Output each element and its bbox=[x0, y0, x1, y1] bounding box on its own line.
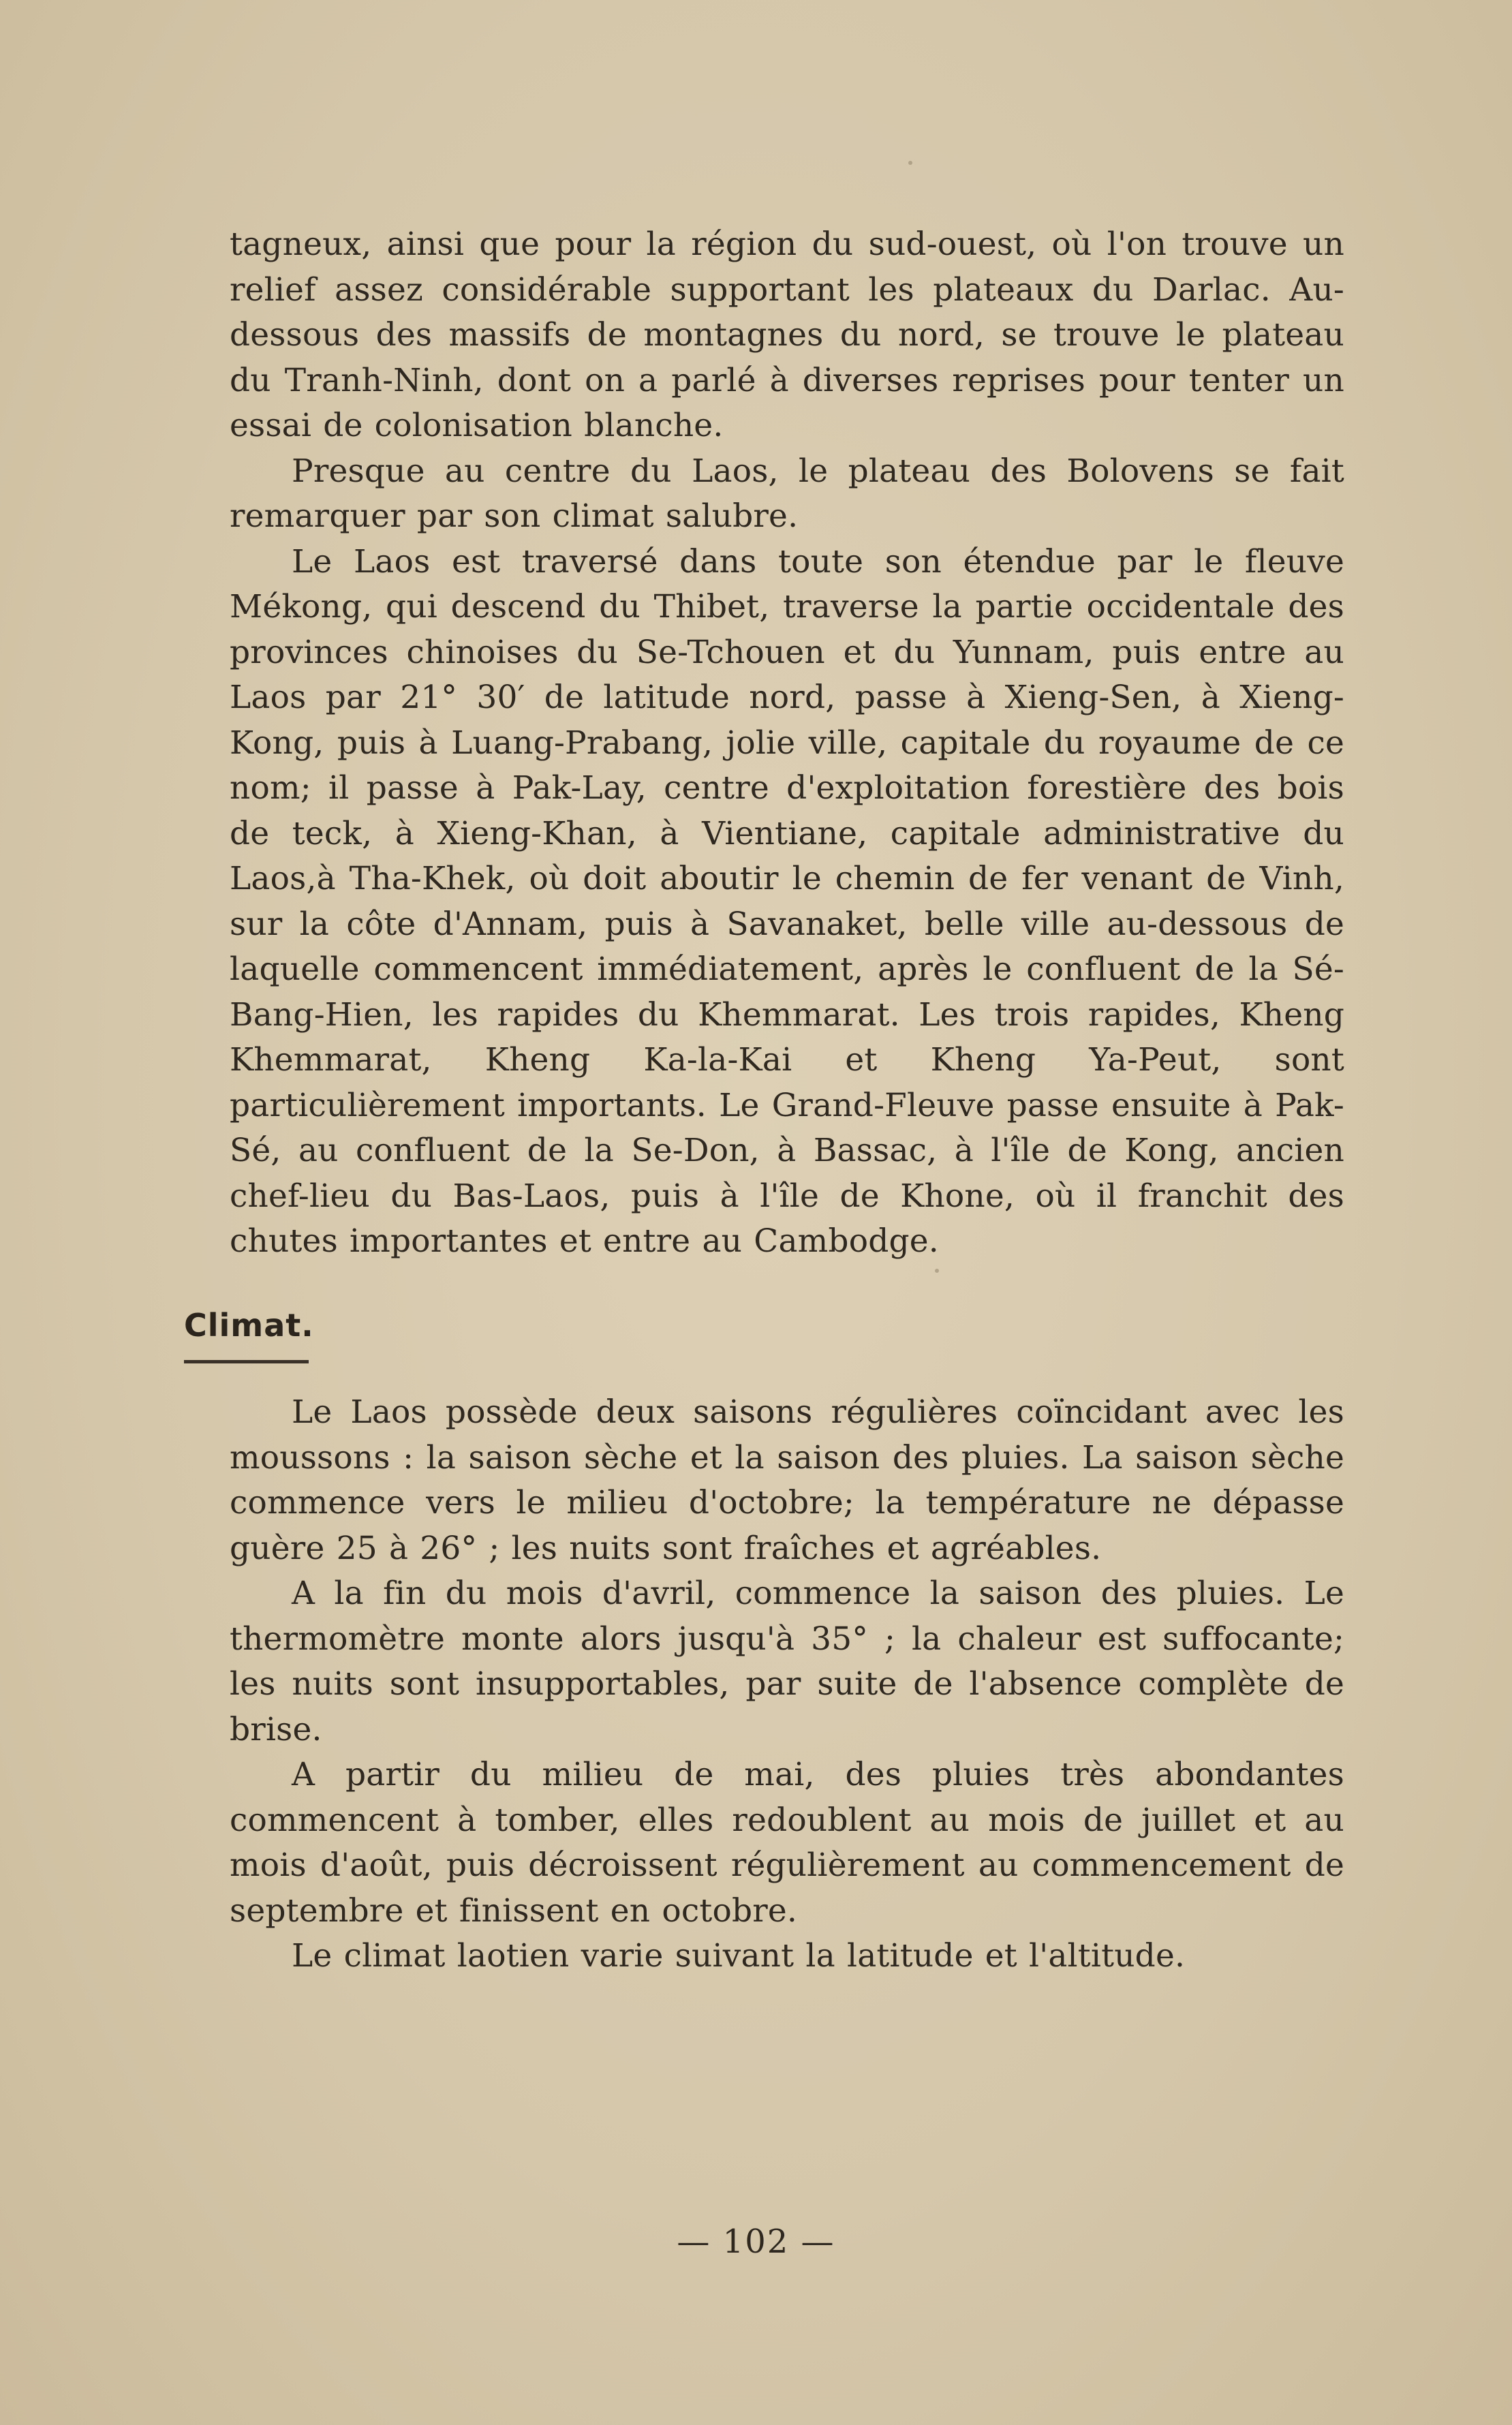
paper-speck bbox=[908, 161, 912, 165]
paragraph: Le Laos possède deux saisons régulières coïncidant avec les moussons : la saison sèche et la saison des pluies. La saison sèche commence vers le milieu d'octobre; la température ne dépasse guère 25 à 26° ; les nuits sont fraîches et agréables. bbox=[230, 1393, 1344, 1567]
paragraph: Le climat laotien varie suivant la latitude et l'altitude. bbox=[292, 1937, 1186, 1975]
section-heading: Climat. bbox=[184, 1307, 314, 1344]
paragraph: A partir du milieu de mai, des pluies très abondantes commencent à tomber, elles redoublent au mois de juillet et au mois d'août, puis décroissent régulièrement au commencement de septembre et finissent en octobre. bbox=[230, 1756, 1344, 1930]
paragraph: tagneux, ainsi que pour la région du sud-ouest, où l'on trouve un relief assez considérable supportant les plateaux du Darlac. Au-dessous des massifs de montagnes du nord, se trouve le plateau du Tranh-Ninh, dont on a parlé à diverses reprises pour tenter un essai de colonisation blanche. bbox=[230, 226, 1344, 444]
paragraph: Presque au centre du Laos, le plateau des Bolovens se fait remarquer par son climat salubre. bbox=[230, 452, 1344, 535]
body-text-section-1 bbox=[230, 222, 1344, 1265]
paper-speck bbox=[935, 1269, 939, 1273]
heading-underline bbox=[184, 1360, 309, 1363]
body-text-section-2 bbox=[230, 1390, 1344, 1979]
page-number: — 102 — bbox=[677, 2223, 835, 2261]
paragraph: Le Laos est traversé dans toute son étendue par le fleuve Mékong, qui descend du Thibet, traverse la partie occidentale des provinces chinoises du Se-Tchouen et du Yunnam, puis entre au Laos par 21° 30′ de latitude nord, passe à Xieng-Sen, à Xieng-Kong, puis à Luang-Prabang, jolie ville, capitale du royaume de ce nom; il passe à Pak-Lay, centre d'exploitation forestière des bois de teck, à Xieng-Khan, à Vientiane, capitale administrative du Laos,à Tha-Khek, où doit aboutir le chemin de fer venant de Vinh, sur la côte d'Annam, puis à Savanaket, belle ville au-dessous de laquelle commencent immédiatement, après le confluent de la Sé-Bang-Hien, les rapides du Khemmarat. Les trois rapides, Kheng Khemmarat, Kheng Ka-la-Kai et Kheng Ya-Peut, sont particulièrement importants. Le Grand-Fleuve passe ensuite à Pak-Sé, au confluent de la Se-Don, à Bassac, à l'île de Kong, ancien chef-lieu du Bas-Laos, puis à l'île de Khone, où il franchit des chutes importantes et entre au Cambodge. bbox=[230, 542, 1344, 1260]
paragraph: A la fin du mois d'avril, commence la saison des pluies. Le thermomètre monte alors jusqu'à 35° ; la chaleur est suffocante; les nuits sont insupportables, par suite de l'absence complète de brise. bbox=[230, 1575, 1344, 1748]
